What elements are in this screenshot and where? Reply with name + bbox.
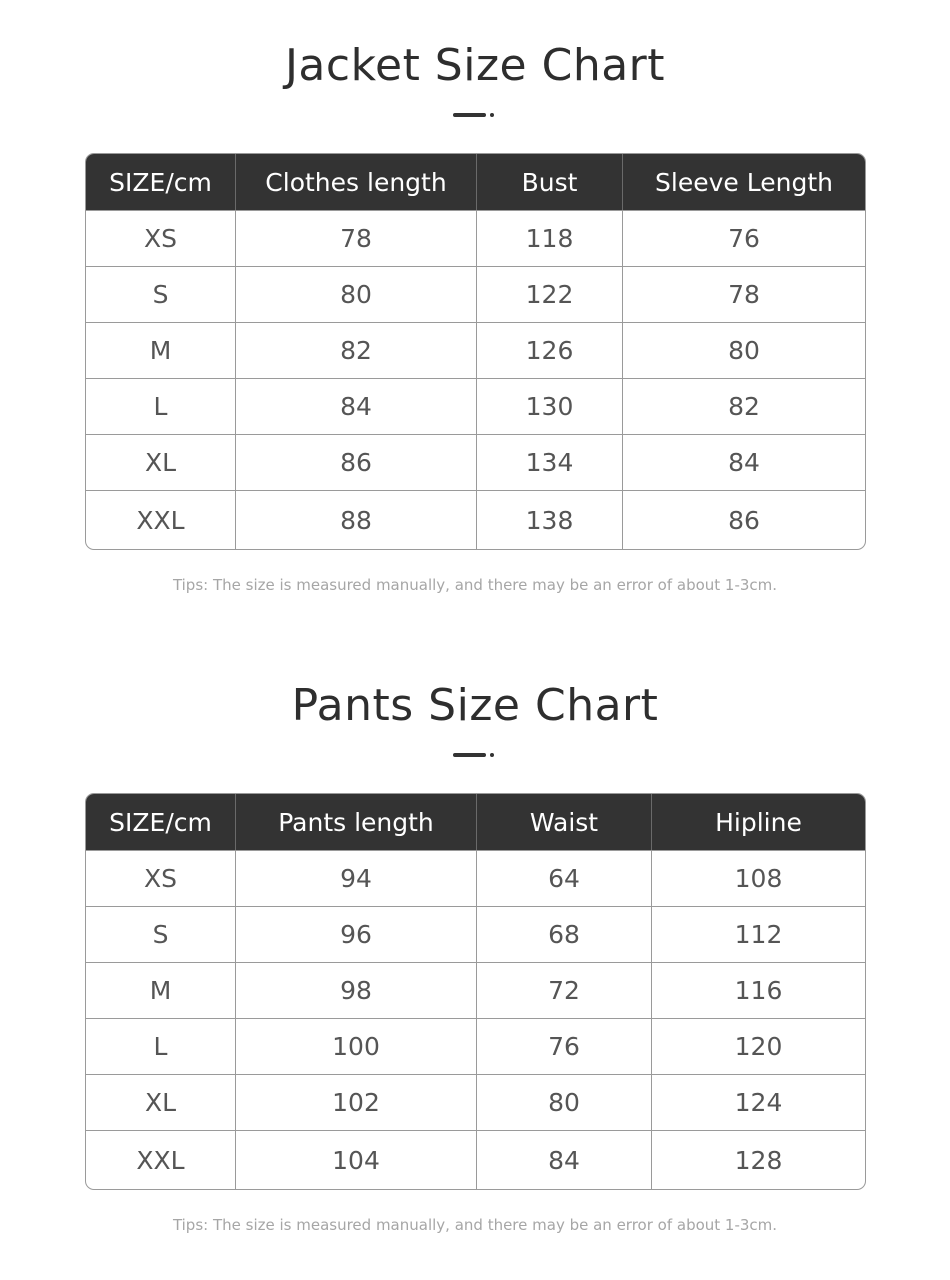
table-row: [86, 266, 865, 322]
underline-dot: [490, 113, 494, 117]
waist-cell: 68: [476, 907, 651, 962]
size-cell: L: [153, 1032, 168, 1061]
measurement-tips: Tips: The size is measured manually, and there may be an error of about 1-3cm.: [172, 1216, 778, 1234]
size-cell: S: [152, 920, 169, 949]
jacket-chart-title: Jacket Size Chart: [284, 40, 666, 91]
jacket-size-table: [85, 153, 866, 550]
sleeve-length-cell: 80: [622, 323, 865, 378]
size-cell: XXL: [136, 505, 185, 535]
clothes-length-cell: 78: [235, 211, 476, 266]
header-cell-size: SIZE/cm: [109, 807, 212, 837]
table-row: [86, 1018, 865, 1074]
clothes-length-cell: 86: [235, 435, 476, 490]
clothes-length-cell: 84: [235, 379, 476, 434]
hipline-cell: 116: [651, 963, 865, 1018]
waist-cell: 72: [476, 963, 651, 1018]
pants-size-table: [85, 793, 866, 1190]
pants-length-cell: 94: [235, 851, 476, 906]
bust-cell: 138: [476, 491, 622, 549]
waist-cell: 80: [476, 1075, 651, 1130]
header-cell-bust: Bust: [476, 154, 622, 210]
size-cell: S: [152, 280, 169, 309]
size-cell: XXL: [136, 1145, 185, 1175]
sleeve-length-cell: 78: [622, 267, 865, 322]
table-row: [86, 490, 865, 549]
hipline-cell: 112: [651, 907, 865, 962]
sleeve-length-cell: 86: [622, 491, 865, 549]
table-row: [86, 1074, 865, 1130]
size-cell: XL: [144, 448, 177, 477]
table-row: [86, 906, 865, 962]
underline-bar: [453, 753, 486, 757]
header-cell-size: SIZE/cm: [109, 167, 212, 197]
hipline-cell: 128: [651, 1131, 865, 1189]
table-row: [86, 1130, 865, 1189]
size-cell: M: [149, 336, 172, 365]
hipline-cell: 108: [651, 851, 865, 906]
bust-cell: 126: [476, 323, 622, 378]
sleeve-length-cell: 84: [622, 435, 865, 490]
waist-cell: 64: [476, 851, 651, 906]
title-underline-decoration: [453, 752, 497, 758]
header-cell-waist: Waist: [476, 794, 651, 850]
title-underline-decoration: [453, 112, 497, 118]
size-cell: M: [149, 976, 172, 1005]
pants-chart-title: Pants Size Chart: [291, 680, 659, 731]
table-row: [86, 210, 865, 266]
bust-cell: 118: [476, 211, 622, 266]
table-header-row: [86, 794, 865, 850]
table-row: [86, 378, 865, 434]
size-cell: XS: [144, 224, 177, 253]
table-row: [86, 850, 865, 906]
bust-cell: 130: [476, 379, 622, 434]
size-cell: L: [153, 392, 168, 421]
clothes-length-cell: 82: [235, 323, 476, 378]
waist-cell: 84: [476, 1131, 651, 1189]
waist-cell: 76: [476, 1019, 651, 1074]
table-header-row: [86, 154, 865, 210]
hipline-cell: 124: [651, 1075, 865, 1130]
hipline-cell: 120: [651, 1019, 865, 1074]
size-cell: XL: [144, 1088, 177, 1117]
header-cell-sleeve-length: Sleeve Length: [622, 154, 865, 210]
header-cell-clothes-length: Clothes length: [235, 154, 476, 210]
header-cell-pants-length: Pants length: [235, 794, 476, 850]
pants-length-cell: 104: [235, 1131, 476, 1189]
size-cell: XS: [144, 864, 177, 893]
bust-cell: 122: [476, 267, 622, 322]
pants-length-cell: 98: [235, 963, 476, 1018]
header-cell-hipline: Hipline: [651, 794, 865, 850]
table-row: [86, 322, 865, 378]
pants-length-cell: 102: [235, 1075, 476, 1130]
table-row: [86, 434, 865, 490]
pants-length-cell: 96: [235, 907, 476, 962]
bust-cell: 134: [476, 435, 622, 490]
underline-bar: [453, 113, 486, 117]
clothes-length-cell: 80: [235, 267, 476, 322]
underline-dot: [490, 753, 494, 757]
sleeve-length-cell: 82: [622, 379, 865, 434]
table-row: [86, 962, 865, 1018]
sleeve-length-cell: 76: [622, 211, 865, 266]
clothes-length-cell: 88: [235, 491, 476, 549]
pants-length-cell: 100: [235, 1019, 476, 1074]
measurement-tips: Tips: The size is measured manually, and there may be an error of about 1-3cm.: [172, 576, 778, 594]
